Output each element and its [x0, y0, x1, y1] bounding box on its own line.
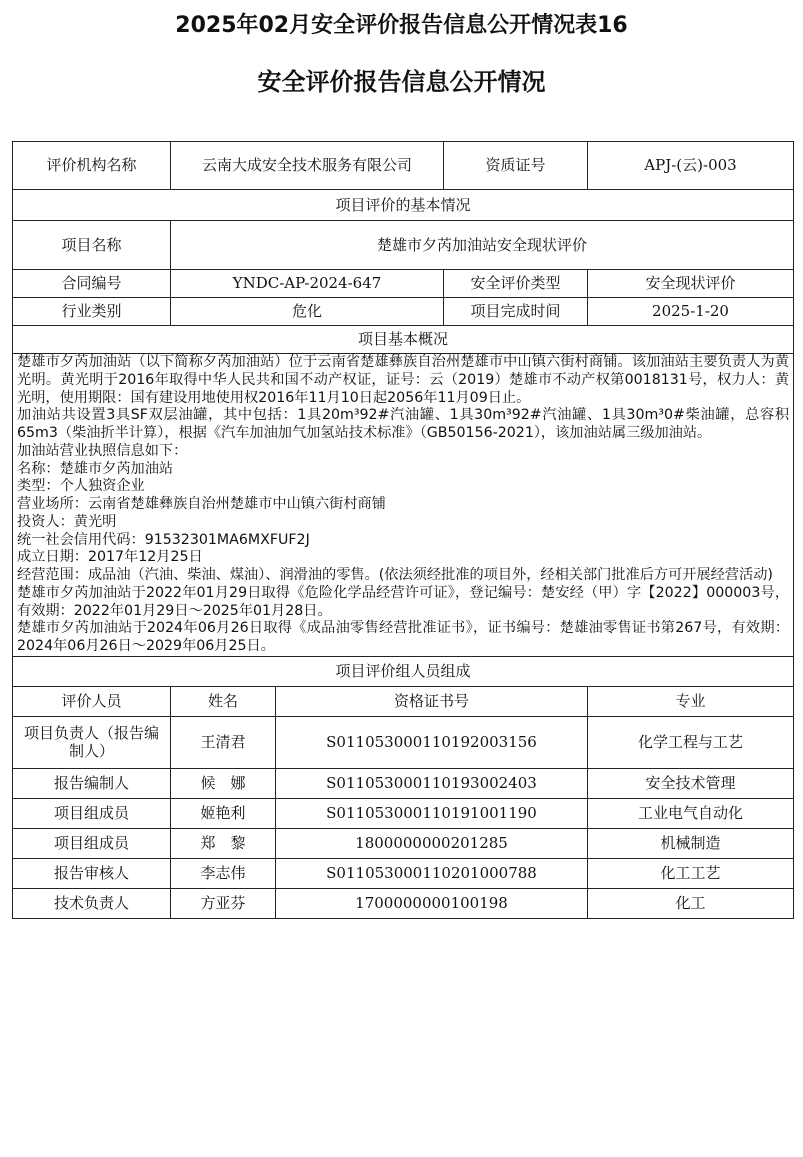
staff-major: 化工工艺 [588, 858, 794, 888]
overview-section-row [13, 326, 794, 354]
staff-major: 机械制造 [588, 828, 794, 858]
industry-label: 行业类别 [13, 298, 171, 326]
staff-row [13, 716, 794, 768]
overview-paragraph: 营业场所：云南省楚雄彝族自治州楚雄市中山镇六街村商铺 [17, 496, 386, 512]
page-title: 2025年02月安全评价报告信息公开情况表16 [175, 13, 628, 38]
staff-header-name: 姓名 [171, 686, 276, 716]
overview-paragraph: 类型：个人独资企业 [17, 478, 145, 495]
industry-value: 危化 [171, 298, 444, 326]
staff-section-row [13, 656, 794, 686]
overview-section-heading: 项目基本概况 [13, 326, 794, 354]
eval-type-value: 安全现状评价 [588, 270, 794, 298]
org-row [13, 142, 794, 190]
staff-name: 姬艳利 [171, 798, 276, 828]
staff-name: 李志伟 [171, 858, 276, 888]
staff-cert: S011053000110191001190 [276, 798, 588, 828]
staff-role: 技术负责人 [13, 888, 171, 918]
project-name-row [13, 221, 794, 270]
staff-section-heading: 项目评价组人员组成 [13, 656, 794, 686]
overview-paragraph: 投资人：黄光明 [17, 513, 117, 530]
basic-section-heading: 项目评价的基本情况 [13, 190, 794, 221]
contract-value: YNDC-AP-2024-647 [171, 270, 444, 298]
overview-paragraph: 统一社会信用代码：91532301MA6MXFUF2J [17, 531, 310, 548]
overview-paragraph: 楚雄市夕芮加油站于2024年06月26日取得《成品油零售经营批准证书》，证书编号：楚雄油零售证书第267号，有效期：2024年06月26日～2029年06月25日。 [17, 620, 790, 654]
completion-value: 2025-1-20 [588, 298, 794, 326]
overview-paragraph: 楚雄市夕芮加油站（以下简称夕芮加油站）位于云南省楚雄彝族自治州楚雄市中山镇六街村商铺。该加油站主要负责人为黄光明。黄光明于2016年取得中华人民共和国不动产权证，证号：云（2019）楚雄市不动产权第0018131号，权力人：黄光明，使用期限：国有建设用地使用权2016年11月10日起2056年11月09日止。 [17, 354, 790, 406]
staff-major: 化学工程与工艺 [588, 716, 794, 768]
staff-name: 郑 黎 [171, 828, 276, 858]
page-subtitle: 安全评价报告信息公开情况 [257, 68, 546, 96]
staff-role: 项目组成员 [13, 828, 171, 858]
completion-label: 项目完成时间 [444, 298, 588, 326]
overview-row [13, 354, 794, 657]
staff-name: 方亚芬 [171, 888, 276, 918]
staff-name: 候 娜 [171, 768, 276, 798]
disclosure-table [12, 141, 794, 919]
staff-role: 项目负责人（报告编制人） [13, 716, 171, 768]
staff-header-major: 专业 [588, 686, 794, 716]
overview-paragraph: 经营范围：成品油（汽油、柴油、煤油）、润滑油的零售。(依法须经批准的项目外，经相关部门批准后方可开展经营活动) [17, 567, 773, 583]
staff-major: 安全技术管理 [588, 768, 794, 798]
org-label: 评价机构名称 [13, 142, 171, 190]
basic-section-row [13, 190, 794, 221]
staff-cert: S011053000110201000788 [276, 858, 588, 888]
org-value: 云南大成安全技术服务有限公司 [171, 142, 444, 190]
overview-paragraph: 成立日期：2017年12月25日 [17, 549, 203, 566]
contract-row [13, 270, 794, 298]
staff-cert: S011053000110193002403 [276, 768, 588, 798]
staff-role: 项目组成员 [13, 798, 171, 828]
staff-cert: 1800000000201285 [276, 828, 588, 858]
staff-role: 报告编制人 [13, 768, 171, 798]
project-name-value: 楚雄市夕芮加油站安全现状评价 [171, 221, 794, 270]
cert-label: 资质证号 [444, 142, 588, 190]
industry-row [13, 298, 794, 326]
staff-row [13, 828, 794, 858]
staff-row [13, 798, 794, 828]
staff-row [13, 768, 794, 798]
staff-row [13, 858, 794, 888]
staff-name: 王清君 [171, 716, 276, 768]
eval-type-label: 安全评价类型 [444, 270, 588, 298]
staff-header-cert: 资格证书号 [276, 686, 588, 716]
staff-cert: 1700000000100198 [276, 888, 588, 918]
staff-cert: S011053000110192003156 [276, 716, 588, 768]
contract-label: 合同编号 [13, 270, 171, 298]
staff-header-row [13, 686, 794, 716]
staff-row [13, 888, 794, 918]
staff-role: 报告审核人 [13, 858, 171, 888]
cert-value: APJ-(云)-003 [588, 142, 794, 190]
overview-text [13, 354, 794, 657]
overview-paragraph: 名称：楚雄市夕芮加油站 [17, 460, 174, 477]
overview-paragraph: 楚雄市夕芮加油站于2022年01月29日取得《危险化学品经营许可证》，登记编号：楚安经（甲）字【2022】000003号，有效期：2022年01月29日～2025年01月28日。 [17, 584, 790, 619]
overview-paragraph: 加油站共设置3具SF双层油罐，其中包括：1具20m³92#汽油罐、1具30m³92#汽油罐、1具30m³0#柴油罐，总容积65m3（柴油折半计算），根据《汽车加油加气加氢站技术标准》（GB50156-2021），该加油站属三级加油站。 [17, 407, 790, 441]
project-name-label: 项目名称 [13, 221, 171, 270]
staff-major: 工业电气自动化 [588, 798, 794, 828]
overview-paragraph: 加油站营业执照信息如下： [17, 442, 188, 459]
staff-header-role: 评价人员 [13, 686, 171, 716]
staff-major: 化工 [588, 888, 794, 918]
